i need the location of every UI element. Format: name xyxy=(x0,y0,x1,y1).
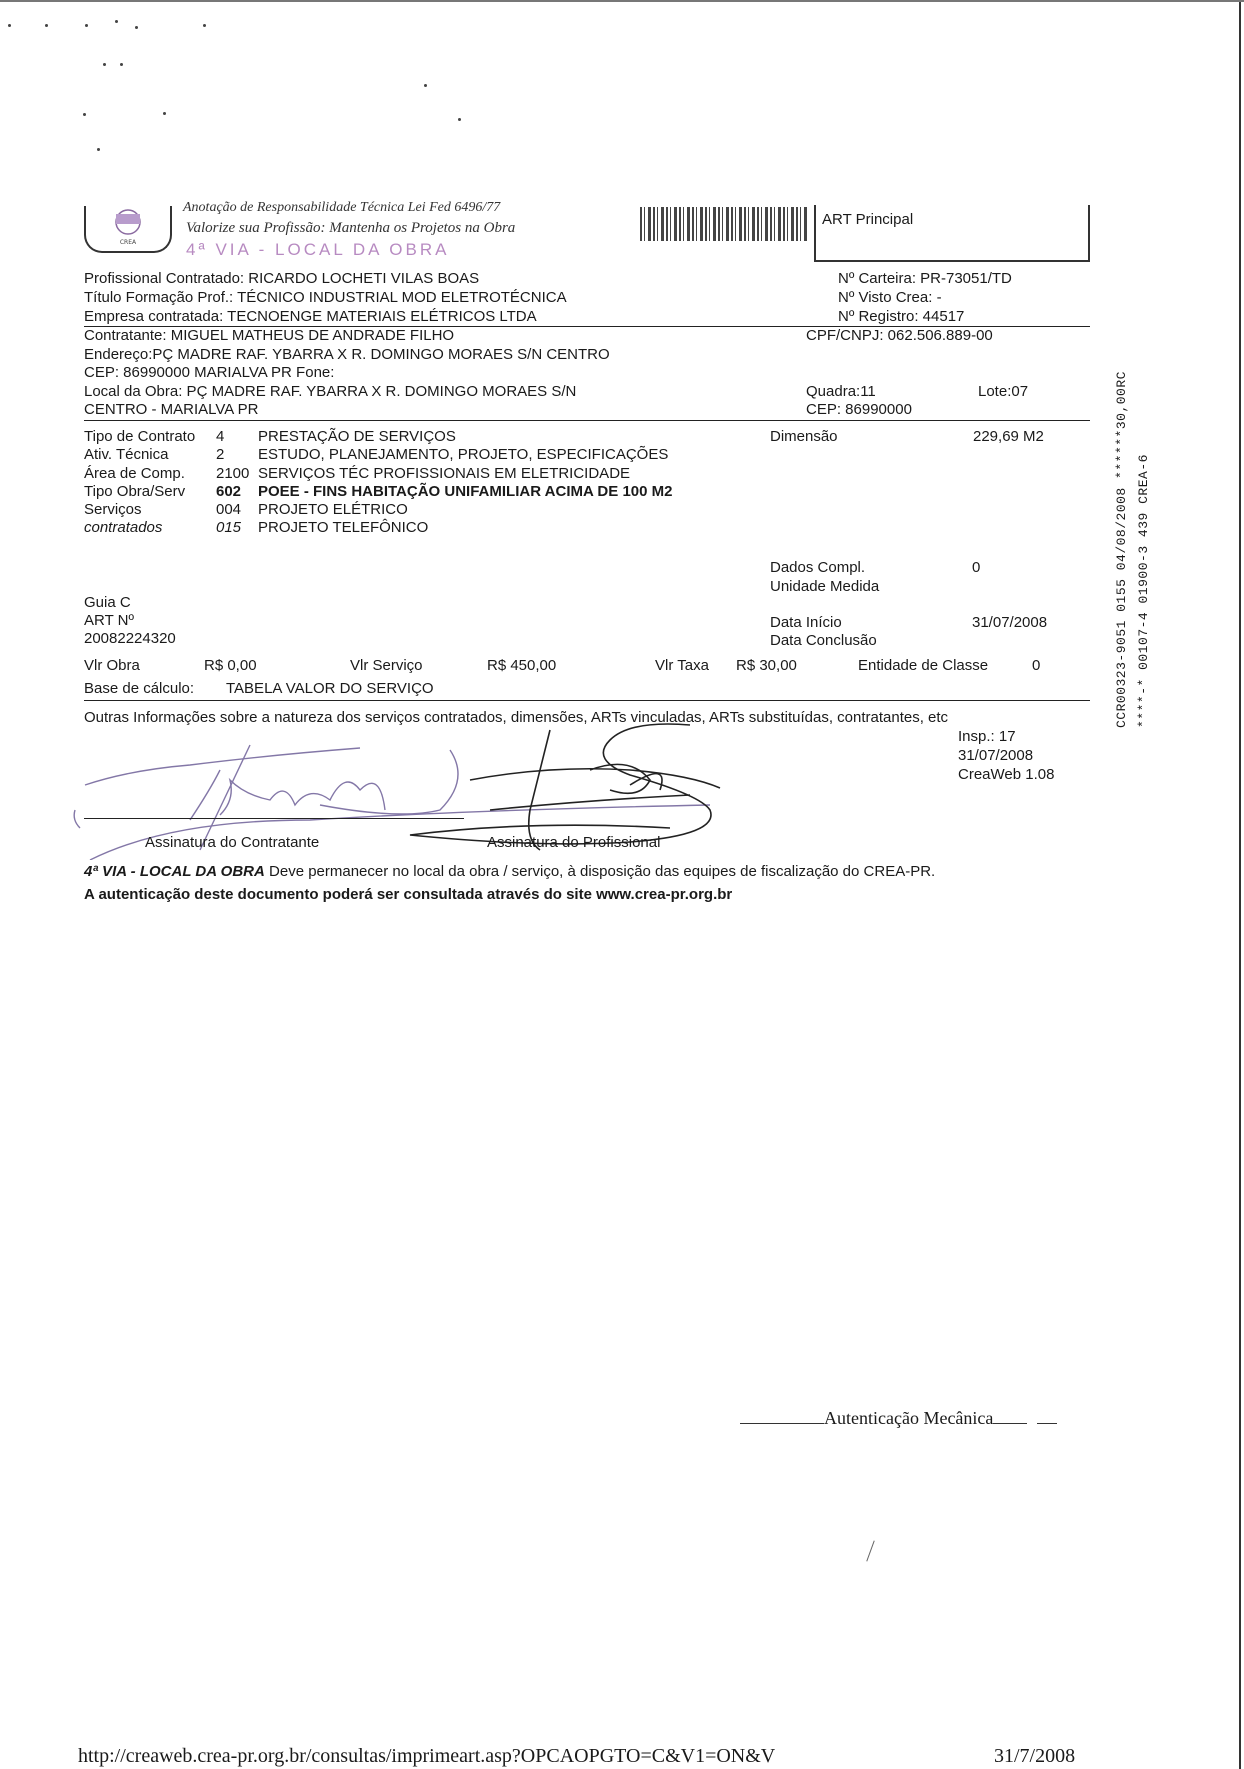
scan-speck xyxy=(458,118,461,121)
titulo-formacao: Título Formação Prof.: TÉCNICO INDUSTRIAL MOD ELETROTÉCNICA xyxy=(84,289,567,306)
base-calculo-value: TABELA VALOR DO SERVIÇO xyxy=(226,680,434,697)
quadra: Quadra:11 xyxy=(806,383,876,400)
dados-compl-label: Dados Compl. xyxy=(770,559,866,576)
contratante-nome: Contratante: MIGUEL MATHEUS DE ANDRADE FILHO xyxy=(84,327,455,344)
vlr-obra: R$ 0,00 xyxy=(204,657,257,674)
empresa-label: Empresa contratada: xyxy=(84,308,224,325)
contract-row-desc: ESTUDO, PLANEJAMENTO, PROJETO, ESPECIFICAÇÕES xyxy=(258,446,669,463)
scan-speck xyxy=(203,24,206,27)
contract-row-label: Ativ. Técnica xyxy=(84,446,169,463)
scan-speck xyxy=(45,24,48,27)
contract-row-desc: PRESTAÇÃO DE SERVIÇOS xyxy=(258,428,456,445)
scan-edge xyxy=(0,0,1244,2)
cep-obra: CEP: 86990000 xyxy=(806,401,912,418)
autenticacao-mecanica xyxy=(740,1408,1100,1429)
creaweb-versao: CreaWeb 1.08 xyxy=(958,766,1055,783)
law-line: Anotação de Responsabilidade Técnica Lei Fed 6496/77 xyxy=(183,200,501,215)
dimensao-value: 229,69 M2 xyxy=(973,428,1044,445)
art-label: ART Nº xyxy=(84,612,134,629)
outras-informacoes: Outras Informações sobre a natureza dos serviços contratados, dimensões, ARTs vinculadas, ARTs substituídas, contratantes, etc xyxy=(84,709,949,726)
bank-stamp-line1: CCR00323-9051 0155 04/08/2008 ******30,00RC xyxy=(1114,371,1129,728)
empresa-value: TECNOENGE MATERIAIS ELÉTRICOS LTDA xyxy=(227,308,537,325)
entidade-value: 0 xyxy=(1032,657,1041,674)
data-conclusao-label: Data Conclusão xyxy=(770,632,877,649)
empresa-contratada xyxy=(84,308,537,325)
numero-visto: Nº Visto Crea: - xyxy=(838,289,942,306)
contract-row-label: Tipo Obra/Serv xyxy=(84,483,186,500)
bank-stamp-line2: ****-* 00107-4 01900-3 439 CREA-6 xyxy=(1136,454,1151,728)
scan-mark xyxy=(866,1540,874,1561)
contract-row-code: 2 xyxy=(216,446,225,463)
contract-row-code: 015 xyxy=(216,519,242,536)
art-number: 20082224320 xyxy=(84,630,176,647)
scan-speck xyxy=(424,84,427,87)
numero-registro: Nº Registro: 44517 xyxy=(838,308,965,325)
contract-row-code: 4 xyxy=(216,428,225,445)
scan-edge xyxy=(1239,0,1241,1769)
signature-line-contratante xyxy=(84,818,464,819)
via-stamp: 4ª VIA - LOCAL DA OBRA xyxy=(186,240,450,259)
contract-row-label: Área de Comp. xyxy=(84,465,185,482)
numero-carteira: Nº Carteira: PR-73051/TD xyxy=(838,270,1012,287)
dimensao-label: Dimensão xyxy=(770,428,838,445)
guia: Guia C xyxy=(84,594,131,611)
profissional-contratado: Profissional Contratado: RICARDO LOCHETI VILAS BOAS xyxy=(84,270,480,287)
vlr-servico: R$ 450,00 xyxy=(487,657,557,674)
scan-speck xyxy=(83,113,86,116)
base-calculo-label: Base de cálculo: xyxy=(84,680,195,697)
data-inicio-label: Data Início xyxy=(770,614,842,631)
contratante-cep-fone: CEP: 86990000 MARIALVA PR Fone: xyxy=(84,364,335,381)
slogan: Valorize sua Profissão: Mantenha os Projetos na Obra xyxy=(186,220,516,236)
contract-row-code: 004 xyxy=(216,501,242,518)
divider xyxy=(84,700,1090,701)
autenticacao-mecanica-label: Autenticação Mecânica xyxy=(824,1408,994,1428)
via-notice-label: 4ª VIA - LOCAL DA OBRA xyxy=(84,863,265,880)
local-obra: Local da Obra: PÇ MADRE RAF. YBARRA X R. DOMINGO MORAES S/N xyxy=(84,383,577,400)
vlr-taxa: R$ 30,00 xyxy=(736,657,797,674)
scan-speck xyxy=(163,112,166,115)
scan-speck xyxy=(115,20,118,23)
contract-row-desc: SERVIÇOS TÉC PROFISSIONAIS EM ELETRICIDADE xyxy=(258,465,631,482)
contract-row-desc: POEE - FINS HABITAÇÃO UNIFAMILIAR ACIMA DE 100 M2 xyxy=(258,483,673,500)
data-inicio-value: 31/07/2008 xyxy=(972,614,1048,631)
insp: Insp.: 17 xyxy=(958,728,1016,745)
contract-row-code: 2100 xyxy=(216,465,250,482)
assinatura-profissional: Assinatura do Profissional xyxy=(487,834,661,851)
barcode xyxy=(640,207,808,241)
contratante-cpf: CPF/CNPJ: 062.506.889-00 xyxy=(806,327,993,344)
scan-speck xyxy=(85,24,88,27)
print-url: http://creaweb.crea-pr.org.br/consultas/imprimeart.asp?OPCAOPGTO=C&V1=ON&V xyxy=(78,1745,776,1767)
lote: Lote:07 xyxy=(978,383,1029,400)
via-notice-text: Deve permanecer no local da obra / serviço, à disposição das equipes de fiscalização do CREA-PR. xyxy=(269,863,936,880)
scan-speck xyxy=(97,148,100,151)
unidade-medida-label: Unidade Medida xyxy=(770,578,880,595)
assinatura-contratante: Assinatura do Contratante xyxy=(145,834,320,851)
divider xyxy=(84,420,1090,421)
contract-row-desc: PROJETO ELÉTRICO xyxy=(258,501,408,518)
scan-speck xyxy=(120,63,123,66)
dados-compl-value: 0 xyxy=(972,559,981,576)
insp-data: 31/07/2008 xyxy=(958,747,1034,764)
contract-row-label: Serviços xyxy=(84,501,142,518)
contract-row-label: contratados xyxy=(84,519,163,536)
contract-row-code: 602 xyxy=(216,483,242,500)
entidade-label: Entidade de Classe xyxy=(858,657,989,674)
vlr-taxa-label: Vlr Taxa xyxy=(655,657,709,674)
scan-speck xyxy=(103,63,106,66)
via-notice xyxy=(84,863,935,880)
print-date: 31/7/2008 xyxy=(994,1745,1076,1767)
crea-logo xyxy=(84,206,172,253)
vlr-obra-label: Vlr Obra xyxy=(84,657,140,674)
contratante-endereco: Endereço:PÇ MADRE RAF. YBARRA X R. DOMINGO MORAES S/N CENTRO xyxy=(84,346,610,363)
autenticacao-notice: A autenticação deste documento poderá ser consultada através do site www.crea-pr.org.br xyxy=(84,886,733,903)
scan-speck xyxy=(135,26,138,29)
scan-speck xyxy=(8,24,11,27)
contract-row-desc: PROJETO TELEFÔNICO xyxy=(258,519,429,536)
vlr-servico-label: Vlr Serviço xyxy=(350,657,423,674)
contract-row-label: Tipo de Contrato xyxy=(84,428,196,445)
art-type: ART Principal xyxy=(822,211,914,228)
local-obra-cidade: CENTRO - MARIALVA PR xyxy=(84,401,259,418)
svg-text:CREA: CREA xyxy=(119,239,137,246)
